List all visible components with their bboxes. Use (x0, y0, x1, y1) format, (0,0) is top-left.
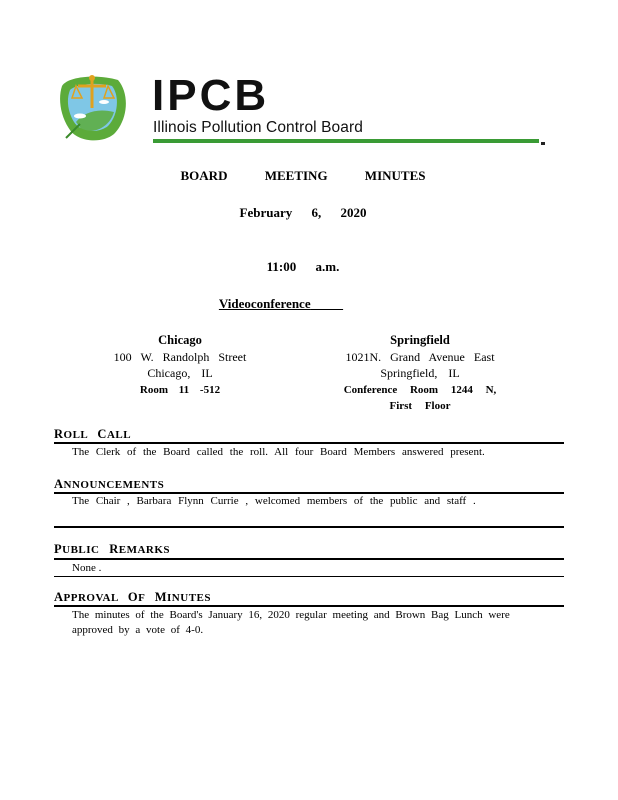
header-divider (153, 139, 539, 143)
section-heading-public-remarks: PUBLIC REMARKS (54, 542, 171, 556)
section-rule (54, 558, 564, 560)
ipcb-leaf-logo-icon (58, 72, 130, 144)
section-heading-announcements: ANNOUNCEMENTS (54, 477, 165, 491)
section-rule (54, 442, 564, 444)
location-address: 100 W. Randolph Street (113, 349, 247, 364)
meeting-mode: Videoconference (218, 296, 311, 311)
header-divider-end-mark (541, 142, 545, 145)
location-name: Chicago (158, 333, 202, 347)
section-rule (54, 576, 564, 577)
location-name: Springfield (390, 333, 450, 347)
location-city: Chicago, IL (147, 366, 213, 380)
section-rule (54, 605, 564, 607)
meeting-date: February 6, 2020 (239, 205, 367, 220)
roll-call-text: The Clerk of the Board called the roll. All four Board Members answered present. (72, 446, 485, 458)
location-chicago (90, 332, 270, 398)
location-room: Conference Room 1244 N, First Floor (343, 383, 497, 412)
location-room: Room 11 -512 (139, 383, 221, 396)
location-address: 1021N. Grand Avenue East (345, 349, 495, 364)
approval-text: The minutes of the Board's January 16, 2020 regular meeting and Brown Bag Lunch were approved by a vote of 4-0. (72, 609, 510, 636)
section-heading-approval-of-minutes: APPROVAL OF MINUTES (54, 590, 211, 604)
section-rule (54, 526, 564, 528)
section-heading-roll-call: ROLL CALL (54, 427, 132, 441)
location-city: Springfield, IL (380, 366, 460, 380)
location-springfield (320, 332, 520, 415)
document-title: BOARD MEETING MINUTES (180, 168, 426, 183)
public-remarks-text: None . (72, 562, 102, 574)
announcements-text: The Chair , Barbara Flynn Currie , welcomed members of the public and staff . (72, 495, 476, 507)
brand-full-name: Illinois Pollution Control Board (153, 119, 363, 136)
meeting-time: 11:00 a.m. (266, 259, 340, 274)
brand-acronym: IPCB (152, 71, 270, 120)
